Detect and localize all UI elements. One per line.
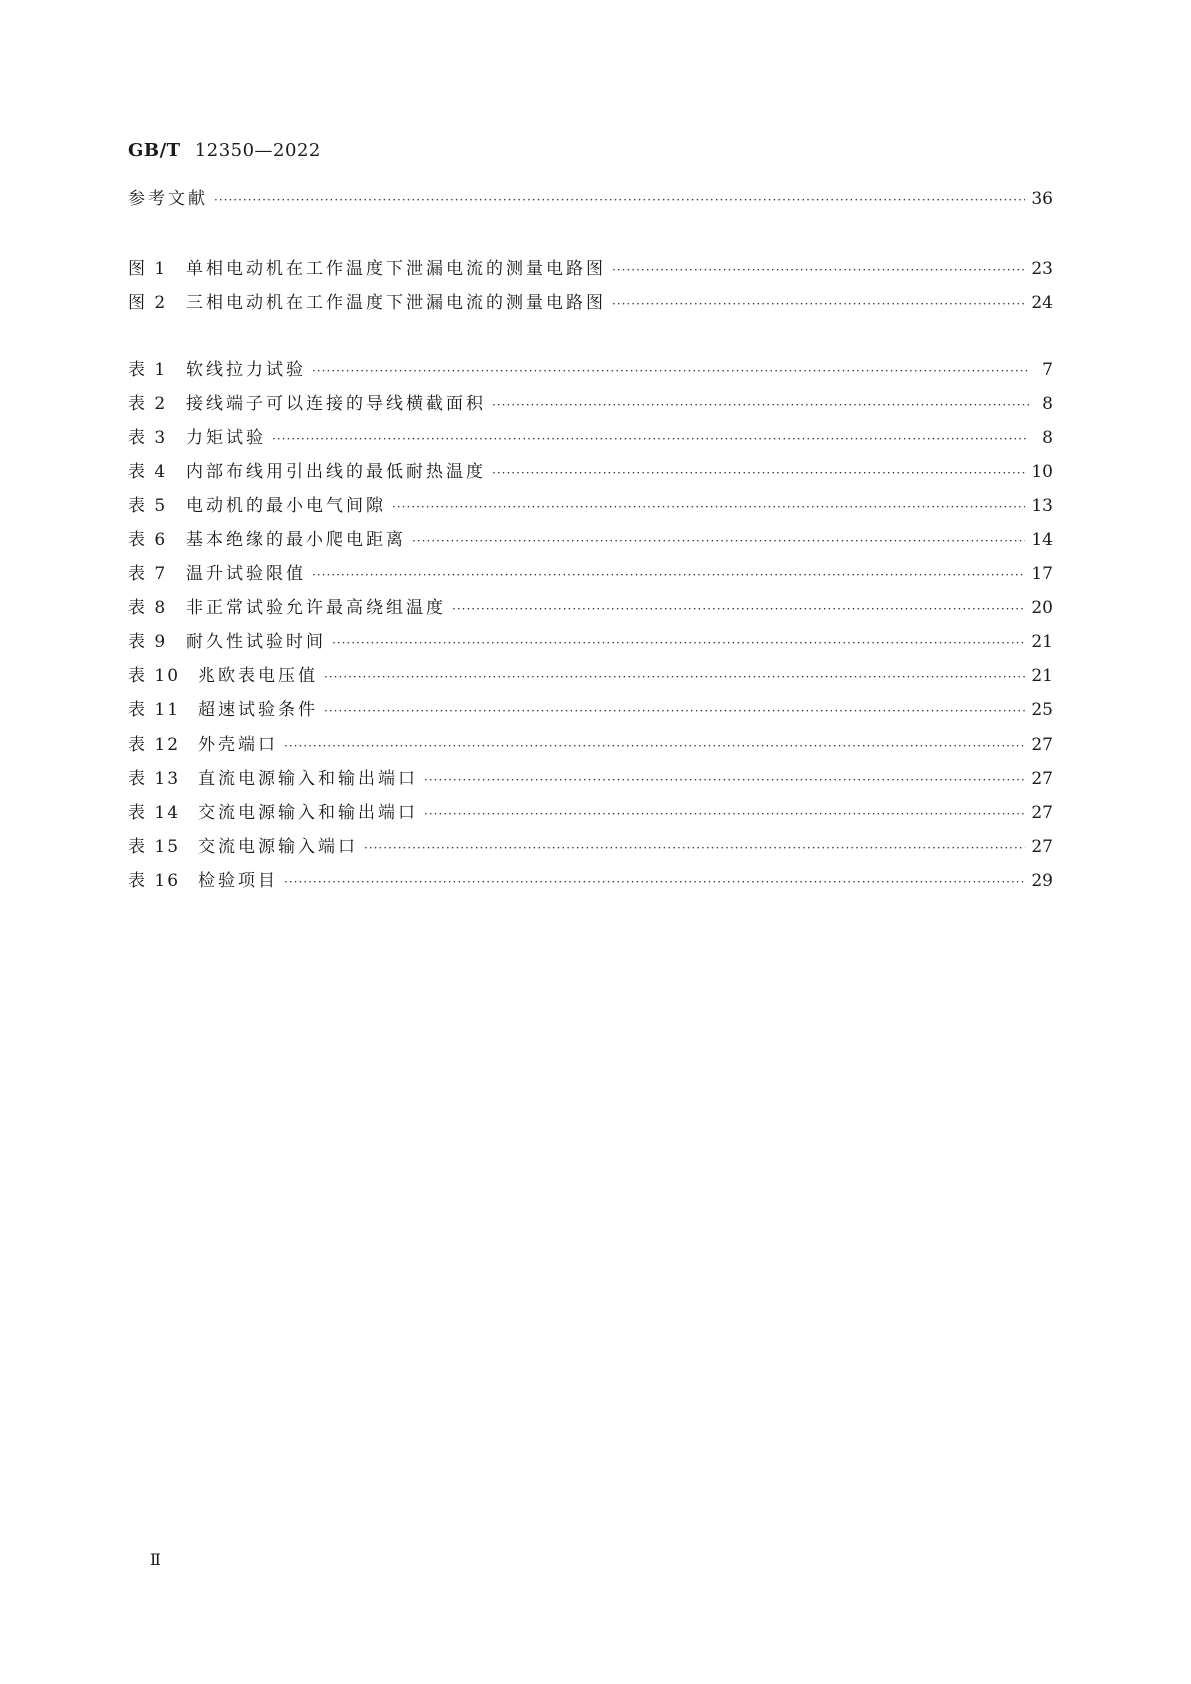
toc-entry-label: 表 11 bbox=[128, 700, 181, 720]
toc-entry-title: 基本绝缘的最小爬电距离 bbox=[186, 530, 406, 550]
toc-entry-title: 耐久性试验时间 bbox=[186, 632, 326, 652]
toc-entry-label: 表 13 bbox=[128, 769, 181, 789]
toc-entry-label: 表 4 bbox=[128, 462, 168, 482]
toc-entry-label: 表 15 bbox=[128, 837, 181, 857]
toc-entry-page: 13 bbox=[1031, 496, 1053, 516]
toc-entry-table[interactable] bbox=[128, 355, 1053, 381]
page-number-footer: Ⅱ bbox=[150, 1550, 161, 1569]
toc-entry-table[interactable] bbox=[128, 695, 1053, 721]
toc-entry-page: 17 bbox=[1031, 564, 1053, 584]
toc-entry-page: 29 bbox=[1031, 871, 1053, 891]
toc-entry-table[interactable] bbox=[128, 866, 1053, 892]
toc-entry-label: 表 7 bbox=[128, 564, 168, 584]
toc-entry-title: 外壳端口 bbox=[198, 735, 278, 755]
toc-entry-title: 交流电源输入端口 bbox=[198, 837, 358, 857]
toc-entry-page: 21 bbox=[1031, 666, 1053, 686]
toc-entry-label: 表 3 bbox=[128, 428, 168, 448]
toc-entry-title: 单相电动机在工作温度下泄漏电流的测量电路图 bbox=[186, 259, 606, 279]
toc-entry-table[interactable] bbox=[128, 661, 1053, 687]
toc-entry-figure[interactable] bbox=[128, 254, 1053, 280]
toc-entry-label: 表 2 bbox=[128, 394, 168, 414]
toc-entry-title: 接线端子可以连接的导线横截面积 bbox=[186, 394, 486, 414]
toc-entry-label: 表 12 bbox=[128, 735, 181, 755]
toc-entry-table[interactable] bbox=[128, 457, 1053, 483]
toc-entry-table[interactable] bbox=[128, 389, 1053, 415]
toc-entry-label: 表 1 bbox=[128, 360, 168, 380]
dot-leader bbox=[214, 193, 1025, 207]
toc-entry-title: 直流电源输入和输出端口 bbox=[198, 769, 418, 789]
dot-leader bbox=[612, 297, 1025, 311]
toc-entry-table[interactable] bbox=[128, 730, 1053, 756]
toc-entry-page: 10 bbox=[1031, 462, 1053, 482]
toc-entry-title: 三相电动机在工作温度下泄漏电流的测量电路图 bbox=[186, 293, 606, 313]
toc-entry-table[interactable] bbox=[128, 491, 1053, 517]
dot-leader bbox=[492, 398, 1029, 412]
toc-entry-label: 表 14 bbox=[128, 803, 181, 823]
dot-leader bbox=[424, 807, 1025, 821]
toc-entry-label: 图 1 bbox=[128, 259, 168, 279]
dot-leader bbox=[284, 875, 1025, 889]
dot-leader bbox=[312, 364, 1029, 378]
standard-number: 12350—2022 bbox=[194, 140, 321, 161]
dot-leader bbox=[364, 841, 1025, 855]
toc-entry-title: 交流电源输入和输出端口 bbox=[198, 803, 418, 823]
dot-leader bbox=[492, 466, 1025, 480]
toc-entry-title: 参考文献 bbox=[128, 189, 208, 209]
dot-leader bbox=[272, 432, 1029, 446]
toc-entry-page: 24 bbox=[1031, 293, 1053, 313]
toc-entry-label: 表 9 bbox=[128, 632, 168, 652]
toc-entry-page: 20 bbox=[1031, 598, 1053, 618]
toc-entry-figure[interactable] bbox=[128, 288, 1053, 314]
toc-entry-page: 27 bbox=[1031, 769, 1053, 789]
toc-entry-page: 25 bbox=[1031, 700, 1053, 720]
toc-entry-title: 超速试验条件 bbox=[198, 700, 318, 720]
toc-entry-title: 力矩试验 bbox=[186, 428, 266, 448]
toc-entry-page: 27 bbox=[1031, 735, 1053, 755]
toc-entry-page: 27 bbox=[1031, 837, 1053, 857]
standard-header bbox=[128, 140, 321, 161]
toc-entry-page: 27 bbox=[1031, 803, 1053, 823]
dot-leader bbox=[312, 568, 1025, 582]
dot-leader bbox=[392, 500, 1025, 514]
dot-leader bbox=[612, 263, 1025, 277]
toc-entry-table[interactable] bbox=[128, 525, 1053, 551]
toc-entry-title: 非正常试验允许最高绕组温度 bbox=[186, 598, 446, 618]
toc-entry-table[interactable] bbox=[128, 423, 1053, 449]
toc-entry-page: 14 bbox=[1031, 530, 1053, 550]
toc-entry-page: 21 bbox=[1031, 632, 1053, 652]
dot-leader bbox=[284, 739, 1025, 753]
toc-entry-table[interactable] bbox=[128, 832, 1053, 858]
toc-entry-label: 表 8 bbox=[128, 598, 168, 618]
toc-entry-table[interactable] bbox=[128, 627, 1053, 653]
toc-entry-references[interactable] bbox=[128, 184, 1053, 210]
toc-entry-page: 7 bbox=[1042, 360, 1053, 380]
dot-leader bbox=[332, 636, 1025, 650]
toc-entry-table[interactable] bbox=[128, 798, 1053, 824]
toc-entry-title: 温升试验限值 bbox=[186, 564, 306, 584]
standard-code: GB/T bbox=[128, 140, 181, 161]
toc-entry-label: 表 10 bbox=[128, 666, 181, 686]
toc-entry-page: 8 bbox=[1042, 394, 1053, 414]
toc-entry-page: 36 bbox=[1031, 189, 1053, 209]
toc-entry-title: 软线拉力试验 bbox=[186, 360, 306, 380]
toc-entry-title: 兆欧表电压值 bbox=[198, 666, 318, 686]
dot-leader bbox=[452, 602, 1025, 616]
toc-entry-page: 23 bbox=[1031, 259, 1053, 279]
toc-entry-title: 电动机的最小电气间隙 bbox=[186, 496, 386, 516]
toc-entry-table[interactable] bbox=[128, 559, 1053, 585]
toc-entry-title: 内部布线用引出线的最低耐热温度 bbox=[186, 462, 486, 482]
toc-entry-title: 检验项目 bbox=[198, 871, 278, 891]
dot-leader bbox=[324, 670, 1025, 684]
toc-entry-table[interactable] bbox=[128, 764, 1053, 790]
dot-leader bbox=[324, 704, 1025, 718]
dot-leader bbox=[424, 773, 1025, 787]
toc-entry-label: 表 6 bbox=[128, 530, 168, 550]
toc-entry-label: 表 5 bbox=[128, 496, 168, 516]
toc-entry-label: 表 16 bbox=[128, 871, 181, 891]
toc-entry-page: 8 bbox=[1042, 428, 1053, 448]
dot-leader bbox=[412, 534, 1025, 548]
toc-entry-table[interactable] bbox=[128, 593, 1053, 619]
toc-entry-label: 图 2 bbox=[128, 293, 168, 313]
